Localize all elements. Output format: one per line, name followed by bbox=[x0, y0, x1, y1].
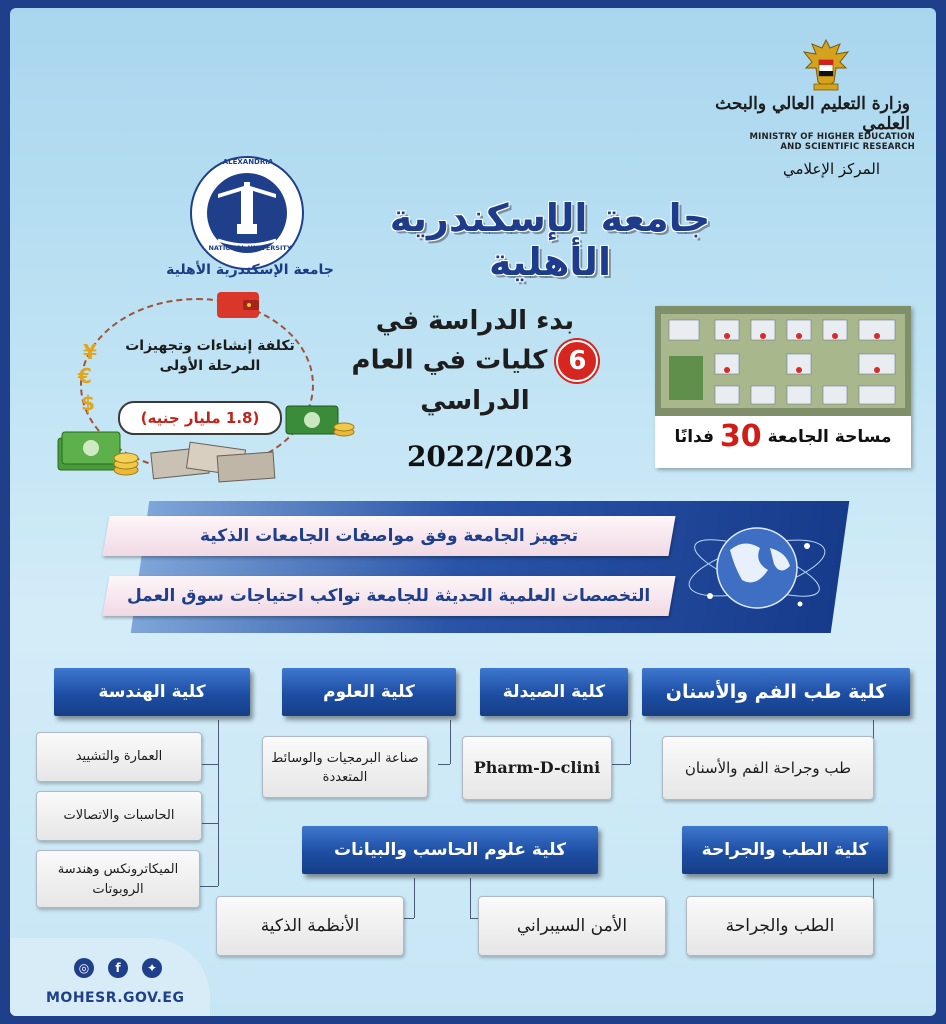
faculty-pharmacy-header: كلية الصيدلة bbox=[480, 668, 628, 716]
program-box: الطب والجراحة bbox=[686, 896, 874, 956]
ministry-name-en-line1: MINISTRY OF HIGHER EDUCATION bbox=[749, 132, 915, 142]
academic-year: 2022/2023 bbox=[406, 440, 574, 473]
cost-title bbox=[110, 336, 310, 376]
ministry-name-en-line2: AND SCIENTIFIC RESEARCH bbox=[780, 142, 915, 152]
smart-spec-banner bbox=[102, 516, 675, 556]
twitter-icon[interactable]: ✦ bbox=[142, 958, 162, 978]
ministry-name-ar: وزارة التعليم العالي والبحث العلمي bbox=[715, 94, 910, 134]
connector-line bbox=[470, 878, 471, 918]
modern-majors-text: التخصصات العلمية الحديثة للجامعة تواكب احتياجات سوق العمل bbox=[127, 586, 651, 606]
ministry-name-en bbox=[710, 132, 915, 152]
connector-line bbox=[218, 720, 219, 886]
instagram-icon[interactable]: ◎ bbox=[74, 958, 94, 978]
program-box: الأمن السيبراني bbox=[478, 896, 666, 956]
media-center-label: المركز الإعلامي bbox=[782, 160, 880, 178]
logo-top-text: ALEXANDRIA bbox=[222, 158, 274, 166]
infographic-frame bbox=[10, 8, 936, 1016]
euro-icon: € bbox=[78, 364, 92, 388]
website-link[interactable]: MOHESR.GOV.EG bbox=[46, 990, 185, 1006]
connector-line bbox=[414, 878, 415, 918]
campus-area-unit: فدانًا bbox=[674, 427, 714, 447]
connector-line bbox=[610, 764, 630, 765]
logo-caption: جامعة الإسكندرية الأهلية bbox=[166, 262, 334, 278]
faculty-dentistry-header: كلية طب الفم والأسنان bbox=[642, 668, 910, 716]
egypt-eagle-icon bbox=[800, 38, 852, 94]
cost-title-line2: المرحلة الأولى bbox=[159, 358, 261, 374]
faculty-computing-header: كلية علوم الحاسب والبيانات bbox=[302, 826, 598, 874]
program-box: الميكاترونكس وهندسة الروبوتات bbox=[36, 850, 200, 908]
money-stack-icon bbox=[54, 428, 144, 478]
university-logo bbox=[188, 154, 306, 272]
faculty-science-header: كلية العلوم bbox=[282, 668, 456, 716]
connector-line bbox=[630, 720, 631, 764]
study-start-line3: الدراسي bbox=[420, 386, 530, 416]
dollar-icon: $ bbox=[81, 391, 95, 415]
program-box: الأنظمة الذكية bbox=[216, 896, 404, 956]
study-start-line1: بدء الدراسة في bbox=[375, 306, 575, 336]
page-title: جامعة الإسكندرية الأهلية bbox=[389, 196, 711, 284]
logo-bottom-text: NATIONAL UNIVERSITY bbox=[208, 244, 292, 252]
connector-line bbox=[200, 823, 218, 824]
program-box: الحاسبات والاتصالات bbox=[36, 791, 202, 841]
study-start-line2: كليات في العام bbox=[351, 345, 548, 376]
connector-line bbox=[200, 886, 218, 887]
faculty-medicine-header: كلية الطب والجراحة bbox=[682, 826, 888, 874]
campus-area-label: مساحة الجامعة bbox=[767, 427, 892, 447]
program-box: صناعة البرمجيات والوسائط المتعددة bbox=[262, 736, 428, 798]
globe-icon bbox=[682, 508, 832, 628]
program-box: Pharm-D-clini bbox=[462, 736, 612, 800]
faculty-engineering-header: كلية الهندسة bbox=[54, 668, 250, 716]
connector-line bbox=[438, 764, 450, 765]
cost-value-badge: (1.8 مليار جنيه) bbox=[118, 401, 282, 435]
faculty-count-badge: 6 bbox=[556, 340, 598, 382]
modern-majors-banner bbox=[102, 576, 675, 616]
campus-map-image bbox=[655, 306, 911, 416]
connector-line bbox=[200, 764, 218, 765]
campus-area-badge bbox=[655, 416, 911, 458]
yen-icon: ¥ bbox=[83, 340, 97, 364]
program-box: العمارة والتشييد bbox=[36, 732, 202, 782]
connector-line bbox=[450, 720, 451, 764]
smart-spec-text: تجهيز الجامعة وفق مواصفات الجامعات الذكية bbox=[199, 526, 578, 546]
cost-title-line1: تكلفة إنشاءات وتجهيزات bbox=[125, 338, 295, 354]
study-start-text bbox=[340, 302, 610, 420]
program-box: طب وجراحة الفم والأسنان bbox=[662, 736, 874, 800]
egyptian-pounds-icon bbox=[148, 438, 278, 486]
campus-area-value: 30 bbox=[719, 419, 762, 454]
wallet-icon bbox=[215, 288, 261, 320]
facebook-icon[interactable]: f bbox=[108, 958, 128, 978]
